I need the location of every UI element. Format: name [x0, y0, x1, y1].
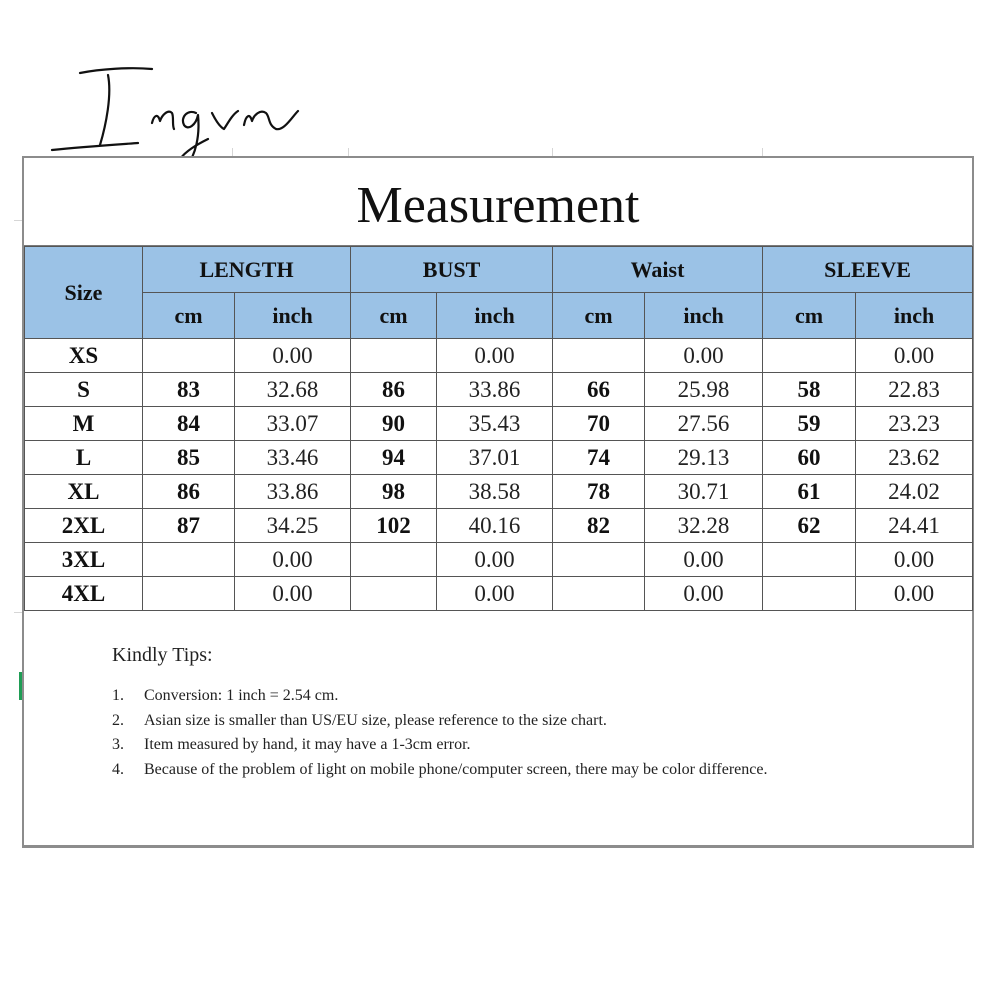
size-cell: 4XL: [25, 577, 143, 611]
unit-header: cm: [351, 293, 437, 339]
inch-value-cell: 0.00: [645, 543, 763, 577]
table-row: [25, 577, 973, 611]
inch-value-cell: 0.00: [645, 339, 763, 373]
cm-value-cell: 82: [553, 509, 645, 543]
grid-tick: [762, 148, 763, 156]
inch-value-cell: 37.01: [437, 441, 553, 475]
unit-header: inch: [235, 293, 351, 339]
sheet-title: Measurement: [24, 158, 972, 246]
inch-value-cell: 32.68: [235, 373, 351, 407]
unit-header: inch: [645, 293, 763, 339]
cm-value-cell: 94: [351, 441, 437, 475]
tip-text: Because of the problem of light on mobile phone/computer screen, there may be color difference.: [144, 760, 768, 778]
inch-value-cell: 32.28: [645, 509, 763, 543]
length-group-header: LENGTH: [143, 247, 351, 293]
cm-value-cell: 86: [143, 475, 235, 509]
cm-value-cell: [553, 543, 645, 577]
inch-value-cell: 0.00: [437, 543, 553, 577]
inch-value-cell: 29.13: [645, 441, 763, 475]
inch-value-cell: 23.62: [856, 441, 973, 475]
size-cell: L: [25, 441, 143, 475]
tip-number: 1.: [112, 687, 124, 704]
table-row: [25, 509, 973, 543]
inch-value-cell: 24.02: [856, 475, 973, 509]
cm-value-cell: [143, 339, 235, 373]
cm-value-cell: 60: [763, 441, 856, 475]
cm-value-cell: [763, 543, 856, 577]
sleeve-group-header: SLEEVE: [763, 247, 973, 293]
inch-value-cell: 27.56: [645, 407, 763, 441]
tips-list: [112, 684, 912, 782]
table-row: [25, 407, 973, 441]
grid-tick: [232, 148, 233, 156]
inch-value-cell: 0.00: [856, 577, 973, 611]
cm-value-cell: 58: [763, 373, 856, 407]
cm-value-cell: 66: [553, 373, 645, 407]
table-row: [25, 475, 973, 509]
cm-value-cell: [143, 577, 235, 611]
cm-value-cell: 85: [143, 441, 235, 475]
tip-item: [112, 684, 912, 709]
waist-group-header: Waist: [553, 247, 763, 293]
cm-value-cell: 84: [143, 407, 235, 441]
table-row: [25, 441, 973, 475]
cm-value-cell: 83: [143, 373, 235, 407]
inch-value-cell: 22.83: [856, 373, 973, 407]
cm-value-cell: 70: [553, 407, 645, 441]
table-row: [25, 543, 973, 577]
measurement-sheet: [22, 156, 974, 848]
inch-value-cell: 35.43: [437, 407, 553, 441]
cm-value-cell: 62: [763, 509, 856, 543]
cm-value-cell: [143, 543, 235, 577]
inch-value-cell: 25.98: [645, 373, 763, 407]
unit-header: cm: [763, 293, 856, 339]
kindly-tips: [112, 644, 912, 782]
size-cell: XS: [25, 339, 143, 373]
tip-item: [112, 733, 912, 758]
inch-value-cell: 34.25: [235, 509, 351, 543]
size-cell: 3XL: [25, 543, 143, 577]
size-cell: XL: [25, 475, 143, 509]
unit-header: cm: [553, 293, 645, 339]
inch-value-cell: 0.00: [856, 543, 973, 577]
inch-value-cell: 0.00: [856, 339, 973, 373]
unit-header: cm: [143, 293, 235, 339]
inch-value-cell: 24.41: [856, 509, 973, 543]
inch-value-cell: 33.86: [235, 475, 351, 509]
table-row: [25, 339, 973, 373]
cm-value-cell: [351, 577, 437, 611]
cm-value-cell: 90: [351, 407, 437, 441]
tip-number: 2.: [112, 711, 124, 729]
tip-text: Item measured by hand, it may have a 1-3cm error.: [144, 736, 471, 753]
inch-value-cell: 0.00: [437, 577, 553, 611]
tips-heading: Kindly Tips:: [112, 644, 213, 666]
cm-value-cell: 74: [553, 441, 645, 475]
tip-number: 3.: [112, 736, 124, 753]
tip-item: [112, 709, 912, 734]
size-chart-table: [24, 246, 973, 611]
tip-text: Conversion: 1 inch = 2.54 cm.: [144, 687, 339, 704]
cm-value-cell: 59: [763, 407, 856, 441]
inch-value-cell: 0.00: [235, 577, 351, 611]
inch-value-cell: 40.16: [437, 509, 553, 543]
cm-value-cell: [351, 339, 437, 373]
cm-value-cell: 98: [351, 475, 437, 509]
cm-value-cell: 86: [351, 373, 437, 407]
cm-value-cell: 87: [143, 509, 235, 543]
size-cell: 2XL: [25, 509, 143, 543]
grid-tick: [14, 612, 22, 613]
tip-number: 4.: [112, 760, 124, 778]
size-cell: M: [25, 407, 143, 441]
cm-value-cell: 61: [763, 475, 856, 509]
grid-tick: [348, 148, 349, 156]
inch-value-cell: 0.00: [437, 339, 553, 373]
cm-value-cell: [553, 577, 645, 611]
grid-tick: [14, 220, 22, 221]
unit-header: inch: [437, 293, 553, 339]
cm-value-cell: [351, 543, 437, 577]
inch-value-cell: 0.00: [235, 543, 351, 577]
tip-text: Asian size is smaller than US/EU size, please reference to the size chart.: [144, 711, 607, 729]
tip-item: [112, 758, 912, 783]
cm-value-cell: 78: [553, 475, 645, 509]
cm-value-cell: [763, 339, 856, 373]
inch-value-cell: 33.86: [437, 373, 553, 407]
size-cell: S: [25, 373, 143, 407]
cm-value-cell: [553, 339, 645, 373]
inch-value-cell: 33.07: [235, 407, 351, 441]
size-column-header: Size: [25, 247, 143, 339]
cm-value-cell: [763, 577, 856, 611]
unit-header: inch: [856, 293, 973, 339]
bust-group-header: BUST: [351, 247, 553, 293]
cm-value-cell: 102: [351, 509, 437, 543]
inch-value-cell: 0.00: [645, 577, 763, 611]
inch-value-cell: 23.23: [856, 407, 973, 441]
inch-value-cell: 33.46: [235, 441, 351, 475]
grid-tick: [552, 148, 553, 156]
table-row: [25, 373, 973, 407]
inch-value-cell: 0.00: [235, 339, 351, 373]
inch-value-cell: 38.58: [437, 475, 553, 509]
inch-value-cell: 30.71: [645, 475, 763, 509]
